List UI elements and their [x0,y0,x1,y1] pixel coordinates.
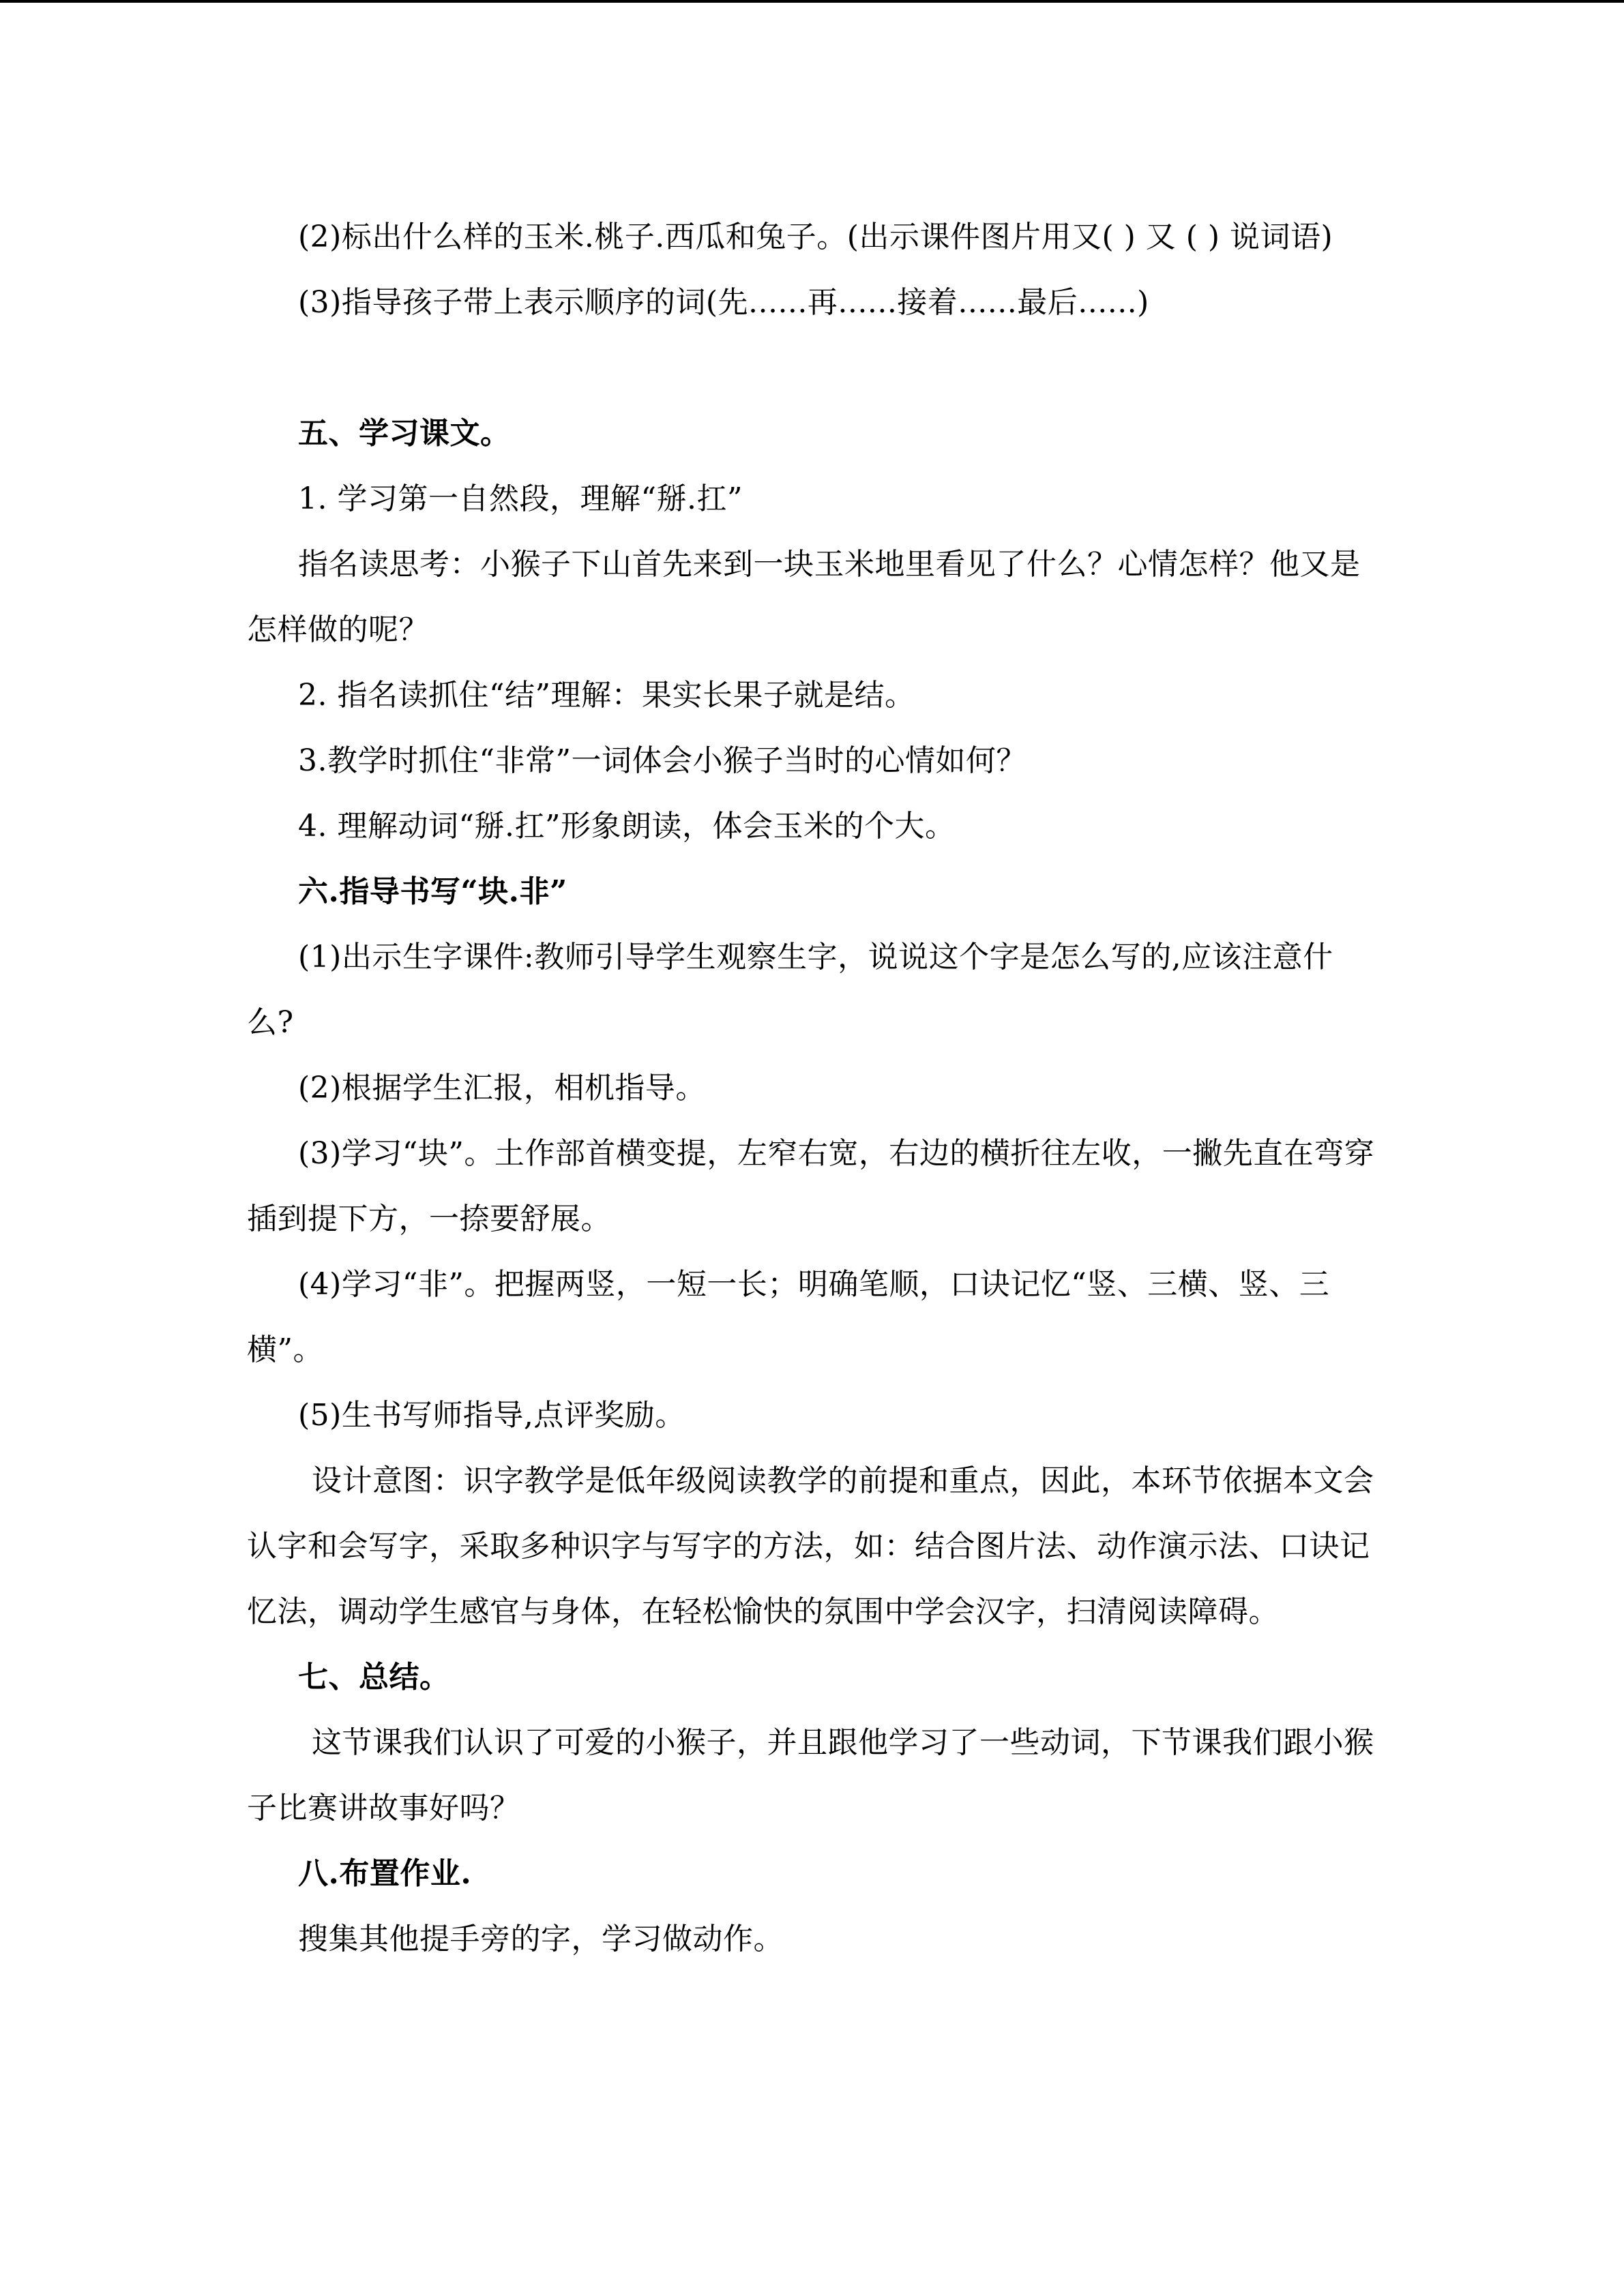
paragraph-5-4: 4. 理解动词“掰.扛”形象朗读，体会玉米的个大。 [298,809,956,844]
page-top-border [0,0,1624,3]
paragraph-6-1: (1)出示生字课件:教师引导学生观察生字，说说这个字是怎么写的,应该注意什么? [247,940,1333,1040]
paragraph-6-5: (5)生书写师指导,点评奖励。 [298,1398,685,1433]
paragraph-5-question: 指名读思考：小猴子下山首先来到一块玉米地里看见了什么？心情怎样？他又是怎样做的呢？ [247,547,1361,647]
section-heading-7: 七、总结。 [298,1660,450,1695]
paragraph-design-intent: 设计意图：识字教学是低年级阅读教学的前提和重点，因此，本环节依据本文会认字和会写字，采取多种识字与写字的方法，如：结合图片法、动作演示法、口诀记忆法，调动学生感官与身体，在轻松愉快的氛围中学会汉字，扫清阅读障碍。 [247,1463,1374,1629]
paragraph-step-3: (3)指导孩子带上表示顺序的词(先......再......接着......最后......) [298,285,1149,320]
paragraph-5-2: 2. 指名读抓住“结”理解：果实长果子就是结。 [298,678,915,713]
paragraph-summary: 这节课我们认识了可爱的小猴子，并且跟他学习了一些动词，下节课我们跟小猴子比赛讲故事好吗？ [247,1725,1374,1825]
paragraph-step-2: (2)标出什么样的玉米.桃子.西瓜和兔子。(出示课件图片用又( ) 又 ( ) 说词语) [298,220,1333,254]
paragraph-6-3: (3)学习“块”。土作部首横变提，左窄右宽，右边的横折往左收，一撇先直在弯穿插到提下方，一捺要舒展。 [247,1136,1375,1236]
blank-line [247,336,1379,401]
paragraph-5-1: 1. 学习第一自然段，理解“掰.扛” [298,481,743,516]
section-heading-6: 六.指导书写“块.非” [298,874,567,909]
document-page [247,205,1379,1972]
paragraph-5-3: 3.教学时抓住“非常”一词体会小猴子当时的心情如何？ [298,743,1027,778]
paragraph-6-2: (2)根据学生汇报，相机指导。 [298,1071,706,1105]
section-heading-5: 五、学习课文。 [298,416,511,451]
paragraph-6-4: (4)学习“非”。把握两竖，一短一长；明确笔顺，口诀记忆“竖、三横、竖、三横”。 [247,1267,1330,1367]
paragraph-homework: 搜集其他提手旁的字，学习做动作。 [298,1922,784,1956]
section-heading-8: 八.布置作业. [298,1856,472,1891]
